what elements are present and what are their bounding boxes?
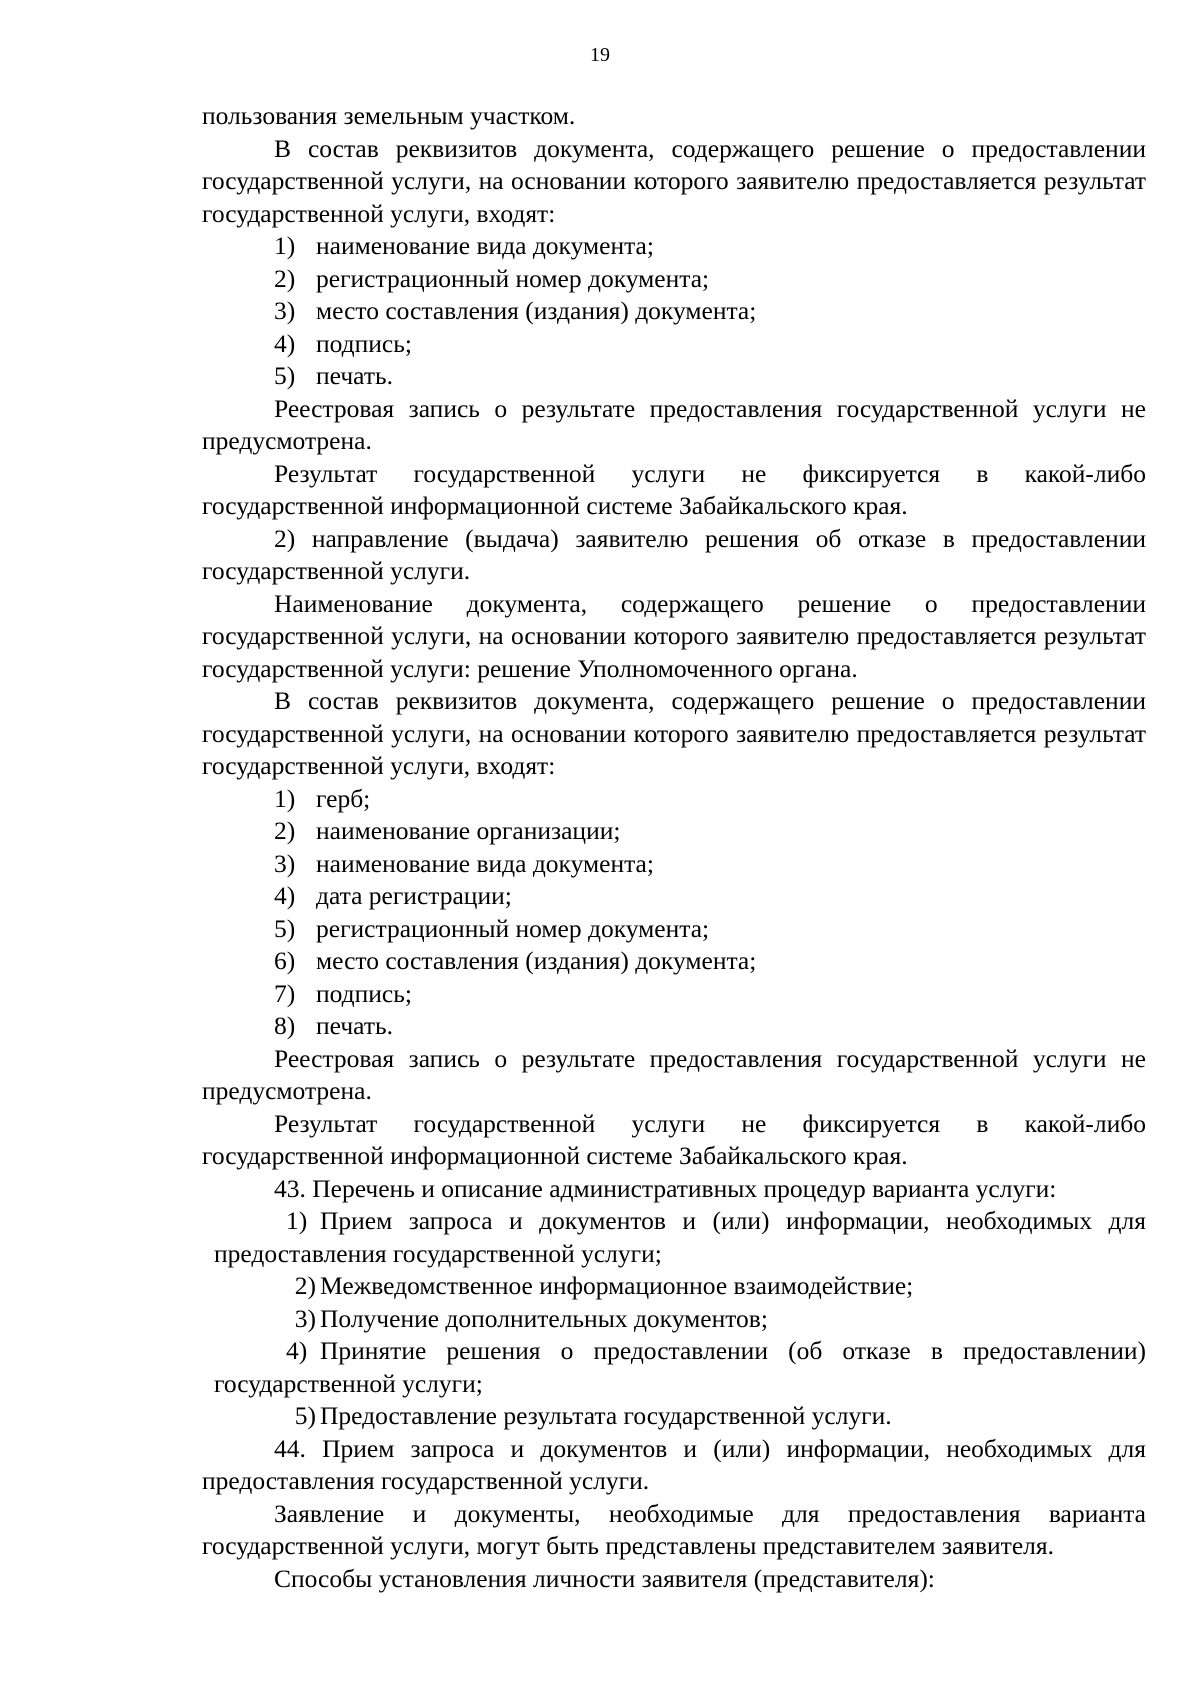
requisites-list — [202, 230, 1146, 393]
list-text: регистрационный номер документа; — [316, 263, 710, 293]
list-number: 5) — [274, 913, 296, 943]
list-item — [202, 1270, 1146, 1303]
section-heading-44: 44. Прием запроса и документов и (или) информации, необходимых для предоставления государственной услуги. — [202, 1433, 1146, 1495]
paragraph: Результат государственной услуги не фиксируется в какой-либо государственной информационной системе Забайкальского края. — [202, 458, 1146, 520]
list-text: место составления (издания) документа; — [316, 296, 757, 325]
list-number: 1) — [286, 1206, 308, 1235]
list-text: Прием запроса и документов и (или) информации, необходимых для предоставления государственной услуги; — [214, 1206, 1146, 1268]
paragraph: Способы установления личности заявителя (представителя): — [274, 1563, 935, 1593]
list-item — [202, 913, 1146, 946]
list-item — [202, 945, 1146, 978]
list-item — [214, 1335, 1146, 1400]
paragraph: Реестровая запись о результате предоставления государственной услуги не предусмотрена. — [202, 1043, 1146, 1105]
list-number: 2) — [274, 816, 296, 845]
list-text: наименование организации; — [316, 816, 621, 845]
list-number: 2) — [274, 263, 296, 293]
list-text: подпись; — [316, 978, 412, 1008]
list-text: наименование вида документа; — [316, 231, 654, 260]
list-number: 2) — [294, 1271, 316, 1300]
paragraph: В состав реквизитов документа, содержащего решение о предоставлении государственной услуги, на основании которого заявителю предоставляется результат государственной услуги, входят: — [202, 133, 1146, 228]
list-text: подпись; — [316, 328, 412, 358]
paragraph: Реестровая запись о результате предоставления государственной услуги не предусмотрена. — [202, 393, 1146, 455]
list-item — [202, 815, 1146, 848]
list-number: 4) — [274, 328, 296, 358]
list-number: 1) — [274, 231, 296, 260]
procedures-list — [202, 1205, 1146, 1433]
paragraph: В состав реквизитов документа, содержащего решение о предоставлении государственной услуги, на основании которого заявителю предоставляется результат государственной услуги, входят: — [202, 686, 1146, 780]
list-text: печать. — [316, 1011, 393, 1040]
list-number: 7) — [274, 978, 296, 1008]
list-item — [202, 1400, 1146, 1433]
list-item — [202, 880, 1146, 913]
list-text: герб; — [316, 783, 371, 813]
list-item — [202, 848, 1146, 881]
list-number: 5) — [294, 1401, 316, 1430]
list-item — [202, 783, 1146, 816]
list-item — [214, 1205, 1146, 1270]
list-item — [202, 328, 1146, 361]
list-number: 3) — [294, 1303, 316, 1333]
paragraph: Наименование документа, содержащего решение о предоставлении государственной услуги, на основании которого заявителю предоставляется результат государственной услуги: решение Уполномоченного органа. — [202, 588, 1146, 683]
list-item — [202, 295, 1146, 328]
list-number: 3) — [274, 848, 296, 878]
page-number: 19 — [590, 44, 610, 66]
list-number: 1) — [274, 783, 296, 813]
list-number: 4) — [274, 881, 296, 910]
list-text: печать. — [316, 361, 393, 390]
list-item — [202, 978, 1146, 1011]
list-item — [202, 1303, 1146, 1336]
paragraph: 2) направление (выдача) заявителю решения об отказе в предоставлении государственной услуги. — [202, 523, 1146, 585]
list-text: регистрационный номер документа; — [316, 913, 710, 943]
list-number: 5) — [274, 361, 296, 390]
list-item — [202, 360, 1146, 393]
list-text: Межведомственное информационное взаимодействие; — [320, 1271, 914, 1300]
list-text: Принятие решения о предоставлении (об отказе в предоставлении) государственной услуги; — [214, 1336, 1146, 1398]
paragraph: пользования земельным участком. — [202, 101, 576, 130]
list-number: 4) — [286, 1336, 308, 1365]
list-number: 6) — [274, 946, 296, 975]
list-number: 3) — [274, 296, 296, 325]
list-item — [202, 1010, 1146, 1043]
list-number: 8) — [274, 1011, 296, 1040]
list-item — [202, 230, 1146, 263]
list-text: место составления (издания) документа; — [316, 946, 757, 975]
refusal-requisites-list — [202, 783, 1146, 1043]
list-item — [202, 263, 1146, 296]
list-text: Предоставление результата государственной услуги. — [320, 1401, 892, 1430]
list-text: наименование вида документа; — [316, 848, 654, 878]
document-body — [202, 100, 1146, 1595]
list-text: Получение дополнительных документов; — [320, 1303, 768, 1333]
paragraph: Заявление и документы, необходимые для предоставления варианта государственной услуги, могут быть представлены представителем заявителя. — [202, 1498, 1146, 1560]
paragraph: Результат государственной услуги не фиксируется в какой-либо государственной информационной системе Забайкальского края. — [202, 1108, 1146, 1170]
list-text: дата регистрации; — [316, 881, 512, 910]
section-heading-43: 43. Перечень и описание административных процедур варианта услуги: — [274, 1173, 1057, 1203]
